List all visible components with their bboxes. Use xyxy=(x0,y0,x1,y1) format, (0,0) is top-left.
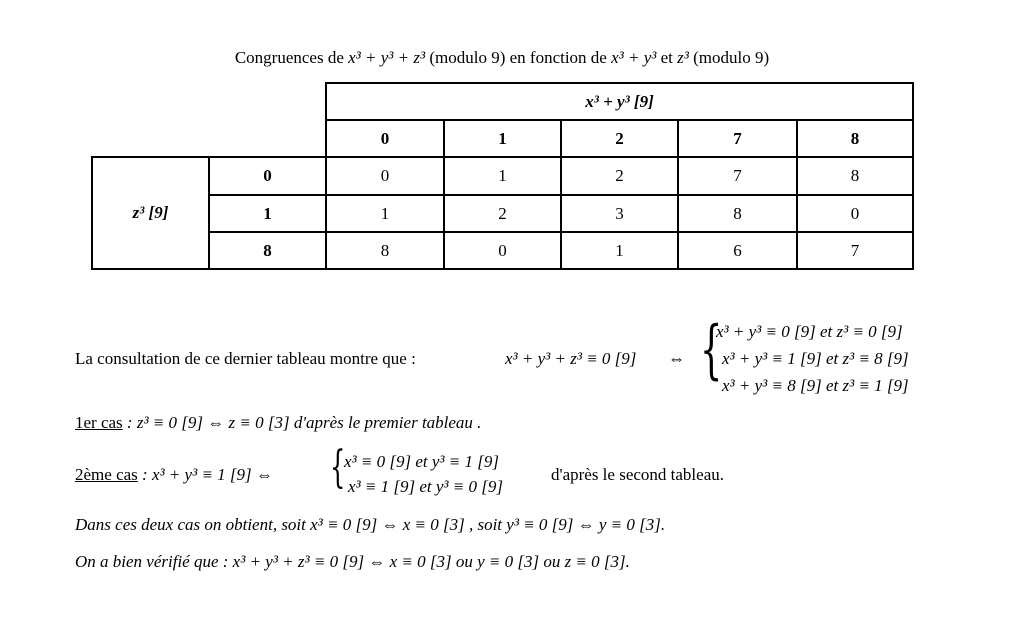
table-cell: 1 xyxy=(615,240,624,260)
case-1-body: : z³ ≡ 0 [9] ⇔ z ≡ 0 [3] d'après le premier tableau . xyxy=(126,413,482,432)
table-cell: 3 xyxy=(615,203,624,223)
final-line: On a bien vérifié que : x³ + y³ + z³ ≡ 0 [9] ⇔ x ≡ 0 [3] ou y ≡ 0 [3] ou z ≡ 0 [3]. xyxy=(75,552,630,571)
table-cell: 0 xyxy=(380,166,390,185)
caption-expr2: x³ + y³ xyxy=(611,48,657,67)
consultation-text: La consultation de ce dernier tableau montre que : xyxy=(75,349,416,368)
caption-tail: (modulo 9) xyxy=(693,48,770,67)
caption-lead: Congruences de xyxy=(234,48,344,67)
consultation-lhs: x³ + y³ + z³ ≡ 0 [9] xyxy=(505,349,637,368)
row-label: 8 xyxy=(263,240,272,260)
grid-line xyxy=(912,82,914,270)
case-1-label: 1er cas xyxy=(75,413,123,432)
left-brace-icon: { xyxy=(700,313,723,387)
left-brace-icon: { xyxy=(330,442,346,493)
caption-expr1: x³ + y³ + z³ xyxy=(348,48,426,67)
system-line: x³ + y³ ≡ 8 [9] et z³ ≡ 1 [9] xyxy=(722,376,909,395)
row-header: z³ [9] xyxy=(132,203,169,222)
system-line: x³ ≡ 0 [9] et y³ ≡ 1 [9] xyxy=(344,452,499,471)
case-2-tail: d'après le second tableau. xyxy=(551,465,724,484)
table-cell: 1 xyxy=(498,166,507,185)
table-caption xyxy=(0,48,1004,68)
table-cell: 2 xyxy=(498,203,507,223)
equivalence-sign: ⇔ xyxy=(668,349,685,368)
row-label: 1 xyxy=(263,203,272,223)
table-cell: 7 xyxy=(733,166,742,185)
table-cell: 2 xyxy=(615,166,624,185)
system-line: x³ + y³ ≡ 0 [9] et z³ ≡ 0 [9] xyxy=(716,322,903,341)
case-2-lhs: : x³ + y³ ≡ 1 [9] ⇔ xyxy=(142,465,273,484)
top-header: x³ + y³ [9] xyxy=(585,91,654,111)
table-cell: 0 xyxy=(498,240,507,260)
table-cell: 1 xyxy=(380,203,390,223)
table-cell: 0 xyxy=(850,203,860,223)
row-label: 0 xyxy=(263,166,272,185)
table-cell: 6 xyxy=(733,240,742,260)
both-cases-line: Dans ces deux cas on obtient, soit x³ ≡ 0 [9] ⇔ x ≡ 0 [3] , soit y³ ≡ 0 [9] ⇔ y ≡ 0 [3]. xyxy=(75,515,666,534)
col-header: 0 xyxy=(380,128,390,148)
table-cell: 8 xyxy=(380,240,390,260)
caption-et: et xyxy=(660,48,673,67)
table-cell: 8 xyxy=(850,166,860,185)
case-2-label: 2ème cas xyxy=(75,465,138,484)
col-header: 7 xyxy=(733,128,742,148)
caption-mid: (modulo 9) en fonction de xyxy=(429,48,607,67)
col-header: 8 xyxy=(850,128,860,148)
table-cell: 7 xyxy=(850,240,860,260)
system-line: x³ + y³ ≡ 1 [9] et z³ ≡ 8 [9] xyxy=(722,349,909,368)
case-1 xyxy=(75,413,481,433)
system-line: x³ ≡ 1 [9] et y³ ≡ 0 [9] xyxy=(348,477,503,496)
caption-expr3: z³ xyxy=(677,48,689,67)
table-cell: 8 xyxy=(733,203,742,223)
col-header: 1 xyxy=(498,128,507,148)
col-header: 2 xyxy=(615,128,624,148)
grid-line xyxy=(91,268,914,270)
